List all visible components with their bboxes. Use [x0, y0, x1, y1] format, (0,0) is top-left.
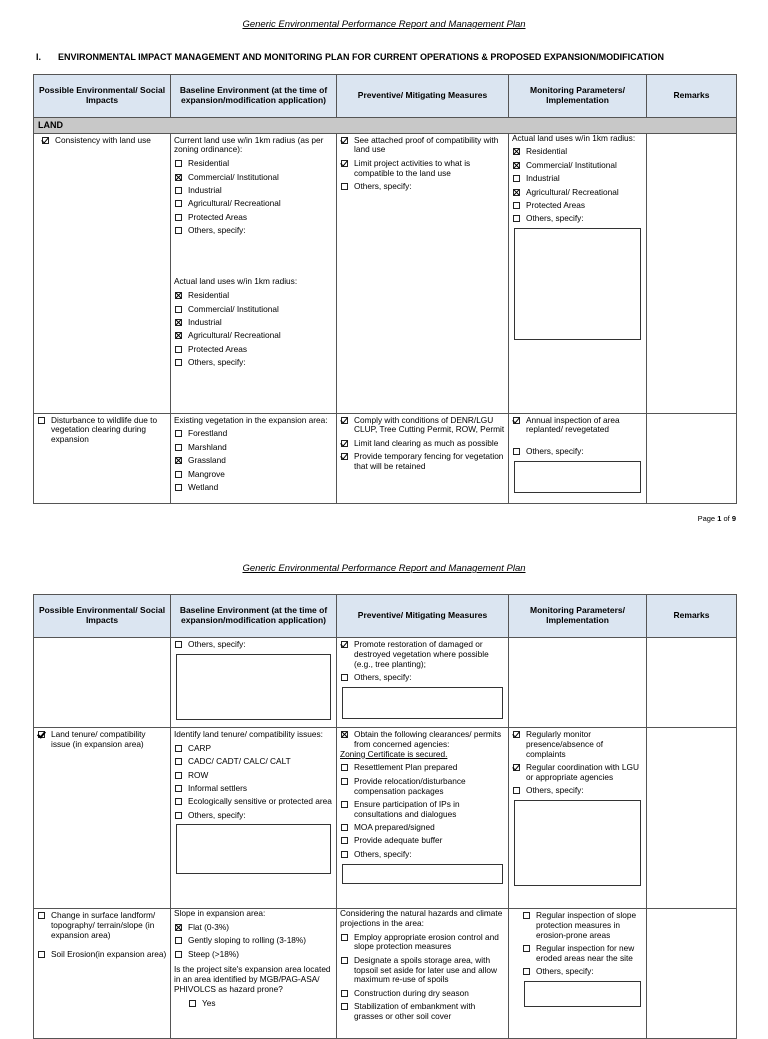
baseline-cell: Current land use w/in 1km radius (as per zoning ordinance): Residential Commercial/ Institutional Industrial Agricultural/ Recreational Protected Areas Others, specify: Actual land uses w/in 1km radius: Residential Commercial/ Institutional Industrial Agricultural/ Recreational Protected Areas Others, specify: — [171, 133, 337, 413]
checkbox-icon[interactable] — [523, 968, 530, 975]
checkbox-icon[interactable] — [175, 160, 182, 167]
checkbox-icon[interactable] — [175, 812, 182, 819]
specify-input[interactable] — [514, 461, 641, 493]
checkbox-icon[interactable] — [175, 187, 182, 194]
checkbox-icon[interactable] — [341, 778, 348, 785]
checkbox-icon[interactable] — [175, 937, 182, 944]
checkbox-icon[interactable] — [341, 160, 348, 167]
checkbox-icon[interactable] — [175, 359, 182, 366]
checkbox-icon[interactable] — [513, 189, 520, 196]
monitoring-cell: Regularly monitor presence/absence of complaints Regular coordination with LGU or appropriate agencies Others, specify: — [509, 728, 647, 909]
remarks-cell[interactable] — [647, 133, 737, 413]
checkbox-icon[interactable] — [175, 772, 182, 779]
remarks-cell[interactable] — [647, 413, 737, 503]
checkbox-icon[interactable] — [341, 674, 348, 681]
page-number: Page 1 of 9 — [697, 514, 736, 523]
header-monitoring: Monitoring Parameters/ Implementation — [509, 595, 647, 638]
checkbox-icon[interactable] — [341, 137, 348, 144]
impact-cell: Change in surface landform/ topography/ terrain/slope (in expansion area) Soil Erosion(in expansion area) — [34, 909, 171, 1039]
checkbox-icon[interactable] — [513, 448, 520, 455]
table-row — [34, 909, 737, 1039]
table-header-row — [34, 595, 737, 638]
remarks-cell[interactable] — [647, 728, 737, 909]
specify-input[interactable] — [342, 687, 503, 719]
checkbox-icon[interactable] — [341, 641, 348, 648]
checkbox-icon[interactable] — [341, 990, 348, 997]
checkbox-icon[interactable] — [175, 924, 182, 931]
checkbox-icon[interactable] — [42, 137, 49, 144]
land-section-row — [34, 118, 737, 134]
checkbox-icon[interactable] — [341, 824, 348, 831]
checkbox-icon[interactable] — [175, 444, 182, 451]
checkbox-icon[interactable] — [513, 162, 520, 169]
monitoring-cell: Actual land uses w/in 1km radius: Residential Commercial/ Institutional Industrial Agricultural/ Recreational Protected Areas Others, specify: — [509, 133, 647, 413]
measures-cell: Obtain the following clearances/ permits from concerned agencies: Zoning Certificate is secured. Resettlement Plan prepared Provide relocation/disturbance compensation packages Ensure participation of IPs in consultations and dialogues MOA prepared/signed Provide adequate buffer Others, specify: — [337, 728, 509, 909]
checkbox-icon[interactable] — [175, 227, 182, 234]
checkbox-icon[interactable] — [341, 764, 348, 771]
impact-cell: Land tenure/ compatibility issue (in expansion area) — [34, 728, 171, 909]
checkbox-icon[interactable] — [341, 1003, 348, 1010]
document-header: Generic Environmental Performance Report and Management Plan — [242, 19, 526, 30]
checkbox-icon[interactable] — [513, 148, 520, 155]
monitoring-cell: Regular inspection of slope protection measures in erosion-prone areas Regular inspection for new eroded areas near the site Others, specify: — [509, 909, 647, 1039]
table-row — [34, 133, 737, 413]
checkbox-icon[interactable] — [523, 912, 530, 919]
checkbox-icon[interactable] — [513, 202, 520, 209]
remarks-cell[interactable] — [647, 909, 737, 1039]
impact-cell — [34, 638, 171, 728]
header-measures: Preventive/ Mitigating Measures — [337, 75, 509, 118]
checkbox-icon[interactable] — [189, 1000, 196, 1007]
land-label: LAND — [34, 118, 737, 134]
measures-cell: Promote restoration of damaged or destroyed vegetation where possible (e.g., tree planting); Others, specify: — [337, 638, 509, 728]
checkbox-icon[interactable] — [175, 332, 182, 339]
baseline-cell: Slope in expansion area: Flat (0-3%) Gently sloping to rolling (3-18%) Steep (>18%) Is the project site's expansion area located in an area identified by MGB/PAG-ASA/ PHIVOLCS as hazard prone? Yes — [171, 909, 337, 1039]
checkbox-icon[interactable] — [341, 453, 348, 460]
checkbox-icon[interactable] — [175, 306, 182, 313]
header-remarks: Remarks — [647, 75, 737, 118]
checkbox-icon[interactable] — [38, 417, 45, 424]
specify-input[interactable] — [524, 981, 641, 1007]
specify-input[interactable] — [176, 654, 331, 720]
checkbox-icon[interactable] — [175, 758, 182, 765]
checkbox-icon[interactable] — [175, 798, 182, 805]
remarks-cell[interactable] — [647, 638, 737, 728]
impact-plan-table-page2 — [33, 594, 737, 1039]
checkbox-icon[interactable] — [513, 417, 520, 424]
measures-cell: Considering the natural hazards and climate projections in the area: Employ appropriate erosion control and slope protection measures Designate a spoils storage area, with topsoil set aside for later use and allow maximum re-use of spoils Construction during dry season Stabilization of embankment with grasses or other soil cover — [337, 909, 509, 1039]
checkbox-icon[interactable] — [175, 457, 182, 464]
checkbox-icon[interactable] — [175, 346, 182, 353]
checkbox-icon[interactable] — [175, 484, 182, 491]
checkbox-icon[interactable] — [38, 912, 45, 919]
monitoring-cell: Annual inspection of area replanted/ revegetated Others, specify: — [509, 413, 647, 503]
baseline-cell: Identify land tenure/ compatibility issues: CARP CADC/ CADT/ CALC/ CALT ROW Informal settlers Ecologically sensitive or protected area Others, specify: — [171, 728, 337, 909]
measures-cell: See attached proof of compatibility with land use Limit project activities to what is compatible to the land use Others, specify: — [337, 133, 509, 413]
impact-plan-table-page1 — [33, 74, 737, 504]
checkbox-icon[interactable] — [513, 215, 520, 222]
table-row — [34, 728, 737, 909]
baseline-cell: Existing vegetation in the expansion area: Forestland Marshland Grassland Mangrove Wetland — [171, 413, 337, 503]
specify-input[interactable] — [514, 800, 641, 886]
table-header-row — [34, 75, 737, 118]
checkbox-icon[interactable] — [175, 292, 182, 299]
checkbox-icon[interactable] — [175, 430, 182, 437]
checkbox-icon[interactable] — [175, 174, 182, 181]
checkbox-icon[interactable] — [341, 801, 348, 808]
section-number: I. — [36, 52, 42, 62]
document-header: Generic Environmental Performance Report and Management Plan — [242, 563, 526, 574]
specify-input[interactable] — [342, 864, 503, 884]
checkbox-icon[interactable] — [341, 731, 348, 738]
measures-cell: Comply with conditions of DENR/LGU CLUP, Tree Cutting Permit, ROW, Permit Limit land clearing as much as possible Provide temporary fencing for vegetation that will be retained — [337, 413, 509, 503]
checkbox-icon[interactable] — [513, 787, 520, 794]
checkbox-icon[interactable] — [175, 745, 182, 752]
checkbox-icon[interactable] — [341, 957, 348, 964]
header-monitoring: Monitoring Parameters/ Implementation — [509, 75, 647, 118]
checkbox-icon[interactable] — [513, 731, 520, 738]
section-heading — [36, 52, 664, 62]
checkbox-icon[interactable] — [175, 951, 182, 958]
specify-input[interactable] — [176, 824, 331, 874]
table-row — [34, 413, 737, 503]
impact-cell: Consistency with land use — [34, 133, 171, 413]
checkbox-icon[interactable] — [341, 440, 348, 447]
baseline-cell: Others, specify: — [171, 638, 337, 728]
impact-cell: Disturbance to wildlife due to vegetation clearing during expansion — [34, 413, 171, 503]
checkbox-icon[interactable] — [341, 183, 348, 190]
checkbox-icon[interactable] — [341, 417, 348, 424]
section-title: ENVIRONMENTAL IMPACT MANAGEMENT AND MONITORING PLAN FOR CURRENT OPERATIONS & PROPOSED EXPANSION/MODIFICATION — [58, 52, 665, 62]
header-remarks: Remarks — [647, 595, 737, 638]
monitoring-cell — [509, 638, 647, 728]
table-row — [34, 638, 737, 728]
header-measures: Preventive/ Mitigating Measures — [337, 595, 509, 638]
header-impacts: Possible Environmental/ Social Impacts — [34, 75, 171, 118]
checkbox-icon[interactable] — [175, 214, 182, 221]
checkbox-icon[interactable] — [38, 731, 45, 738]
checkbox-icon[interactable] — [513, 175, 520, 182]
header-baseline: Baseline Environment (at the time of expansion/modification application) — [171, 75, 337, 118]
checkbox-icon[interactable] — [175, 471, 182, 478]
checkbox-icon[interactable] — [175, 785, 182, 792]
checkbox-icon[interactable] — [175, 641, 182, 648]
header-impacts: Possible Environmental/ Social Impacts — [34, 595, 171, 638]
checkbox-icon[interactable] — [38, 951, 45, 958]
checkbox-icon[interactable] — [175, 319, 182, 326]
checkbox-icon[interactable] — [175, 200, 182, 207]
checkbox-icon[interactable] — [341, 837, 348, 844]
checkbox-icon[interactable] — [523, 945, 530, 952]
checkbox-icon[interactable] — [341, 934, 348, 941]
header-baseline: Baseline Environment (at the time of expansion/modification application) — [171, 595, 337, 638]
checkbox-icon[interactable] — [513, 764, 520, 771]
checkbox-icon[interactable] — [341, 851, 348, 858]
specify-input[interactable] — [514, 228, 641, 340]
